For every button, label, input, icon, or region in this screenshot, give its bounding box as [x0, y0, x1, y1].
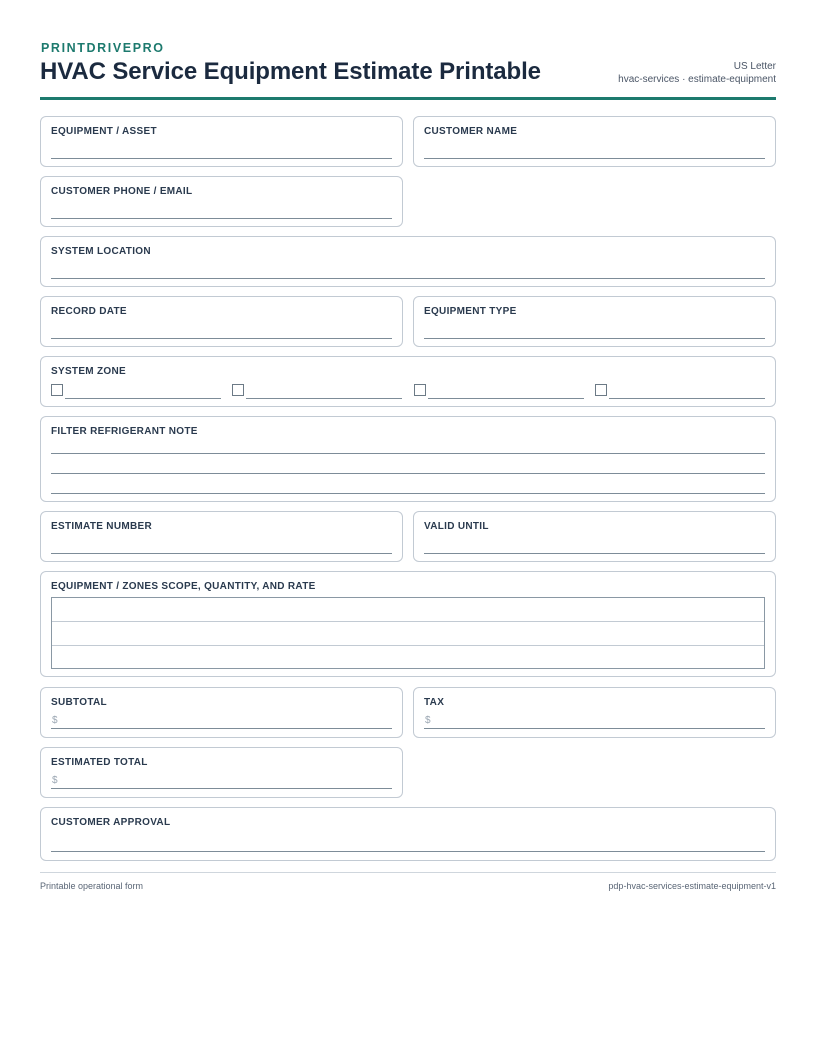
zone-checkbox-4[interactable] [595, 384, 607, 396]
write-line[interactable] [51, 788, 392, 789]
tax-field[interactable] [413, 687, 776, 738]
customer-name-field[interactable] [413, 116, 776, 167]
system-location-field[interactable] [40, 236, 776, 287]
page-title: HVAC Service Equipment Estimate Printable [40, 58, 541, 85]
brand-name: PRINTDRIVEPRO [41, 41, 165, 55]
write-line[interactable] [424, 553, 765, 554]
table-row[interactable] [52, 646, 764, 670]
currency-symbol: $ [425, 715, 431, 726]
table-row[interactable] [52, 622, 764, 646]
form-tags: hvac-services · estimate-equipment [618, 74, 776, 85]
paper-size: US Letter [733, 61, 776, 72]
header-rule [40, 97, 776, 100]
note-line-2[interactable] [51, 473, 765, 474]
field-label: SYSTEM LOCATION [51, 246, 151, 257]
zone-write-line-2[interactable] [246, 398, 402, 399]
write-line[interactable] [51, 338, 392, 339]
filter-refrigerant-note-field[interactable] [40, 416, 776, 502]
field-label: EQUIPMENT TYPE [424, 306, 517, 317]
note-line-1[interactable] [51, 453, 765, 454]
page-meta [618, 60, 776, 86]
write-line[interactable] [424, 338, 765, 339]
valid-until-field[interactable] [413, 511, 776, 562]
zone-write-line-1[interactable] [65, 398, 221, 399]
zone-checkbox-3[interactable] [414, 384, 426, 396]
zone-checkbox-2[interactable] [232, 384, 244, 396]
field-label: CUSTOMER PHONE / EMAIL [51, 186, 193, 197]
scope-table [51, 597, 765, 669]
currency-symbol: $ [52, 715, 58, 726]
estimated-total-field[interactable] [40, 747, 403, 798]
customer-approval-field[interactable] [40, 807, 776, 861]
write-line[interactable] [424, 158, 765, 159]
field-label: SUBTOTAL [51, 697, 107, 708]
record-date-field[interactable] [40, 296, 403, 347]
customer-phone-email-field[interactable] [40, 176, 403, 227]
field-label: CUSTOMER NAME [424, 126, 518, 137]
write-line[interactable] [51, 728, 392, 729]
write-line[interactable] [51, 553, 392, 554]
equipment-type-field[interactable] [413, 296, 776, 347]
table-row[interactable] [52, 598, 764, 622]
field-label: RECORD DATE [51, 306, 127, 317]
note-line-3[interactable] [51, 493, 765, 494]
signature-line[interactable] [51, 851, 765, 852]
field-label: VALID UNTIL [424, 521, 489, 532]
field-label: ESTIMATED TOTAL [51, 757, 148, 768]
footer-right: pdp-hvac-services-estimate-equipment-v1 [608, 881, 776, 891]
footer-rule [40, 872, 776, 873]
field-label: CUSTOMER APPROVAL [51, 817, 171, 828]
system-zone-field [40, 356, 776, 407]
scope-table-field [40, 571, 776, 677]
estimate-number-field[interactable] [40, 511, 403, 562]
zone-write-line-4[interactable] [609, 398, 765, 399]
field-label: EQUIPMENT / ASSET [51, 126, 157, 137]
zone-write-line-3[interactable] [428, 398, 584, 399]
write-line[interactable] [51, 158, 392, 159]
equipment-asset-field[interactable] [40, 116, 403, 167]
field-label: TAX [424, 697, 445, 708]
subtotal-field[interactable] [40, 687, 403, 738]
zone-checkbox-1[interactable] [51, 384, 63, 396]
write-line[interactable] [51, 278, 765, 279]
footer-left: Printable operational form [40, 881, 144, 891]
field-label: SYSTEM ZONE [51, 366, 126, 377]
field-label: EQUIPMENT / ZONES SCOPE, QUANTITY, AND RATE [51, 581, 316, 592]
write-line[interactable] [51, 218, 392, 219]
field-label: ESTIMATE NUMBER [51, 521, 152, 532]
write-line[interactable] [424, 728, 765, 729]
field-label: FILTER REFRIGERANT NOTE [51, 426, 198, 437]
currency-symbol: $ [52, 775, 58, 786]
